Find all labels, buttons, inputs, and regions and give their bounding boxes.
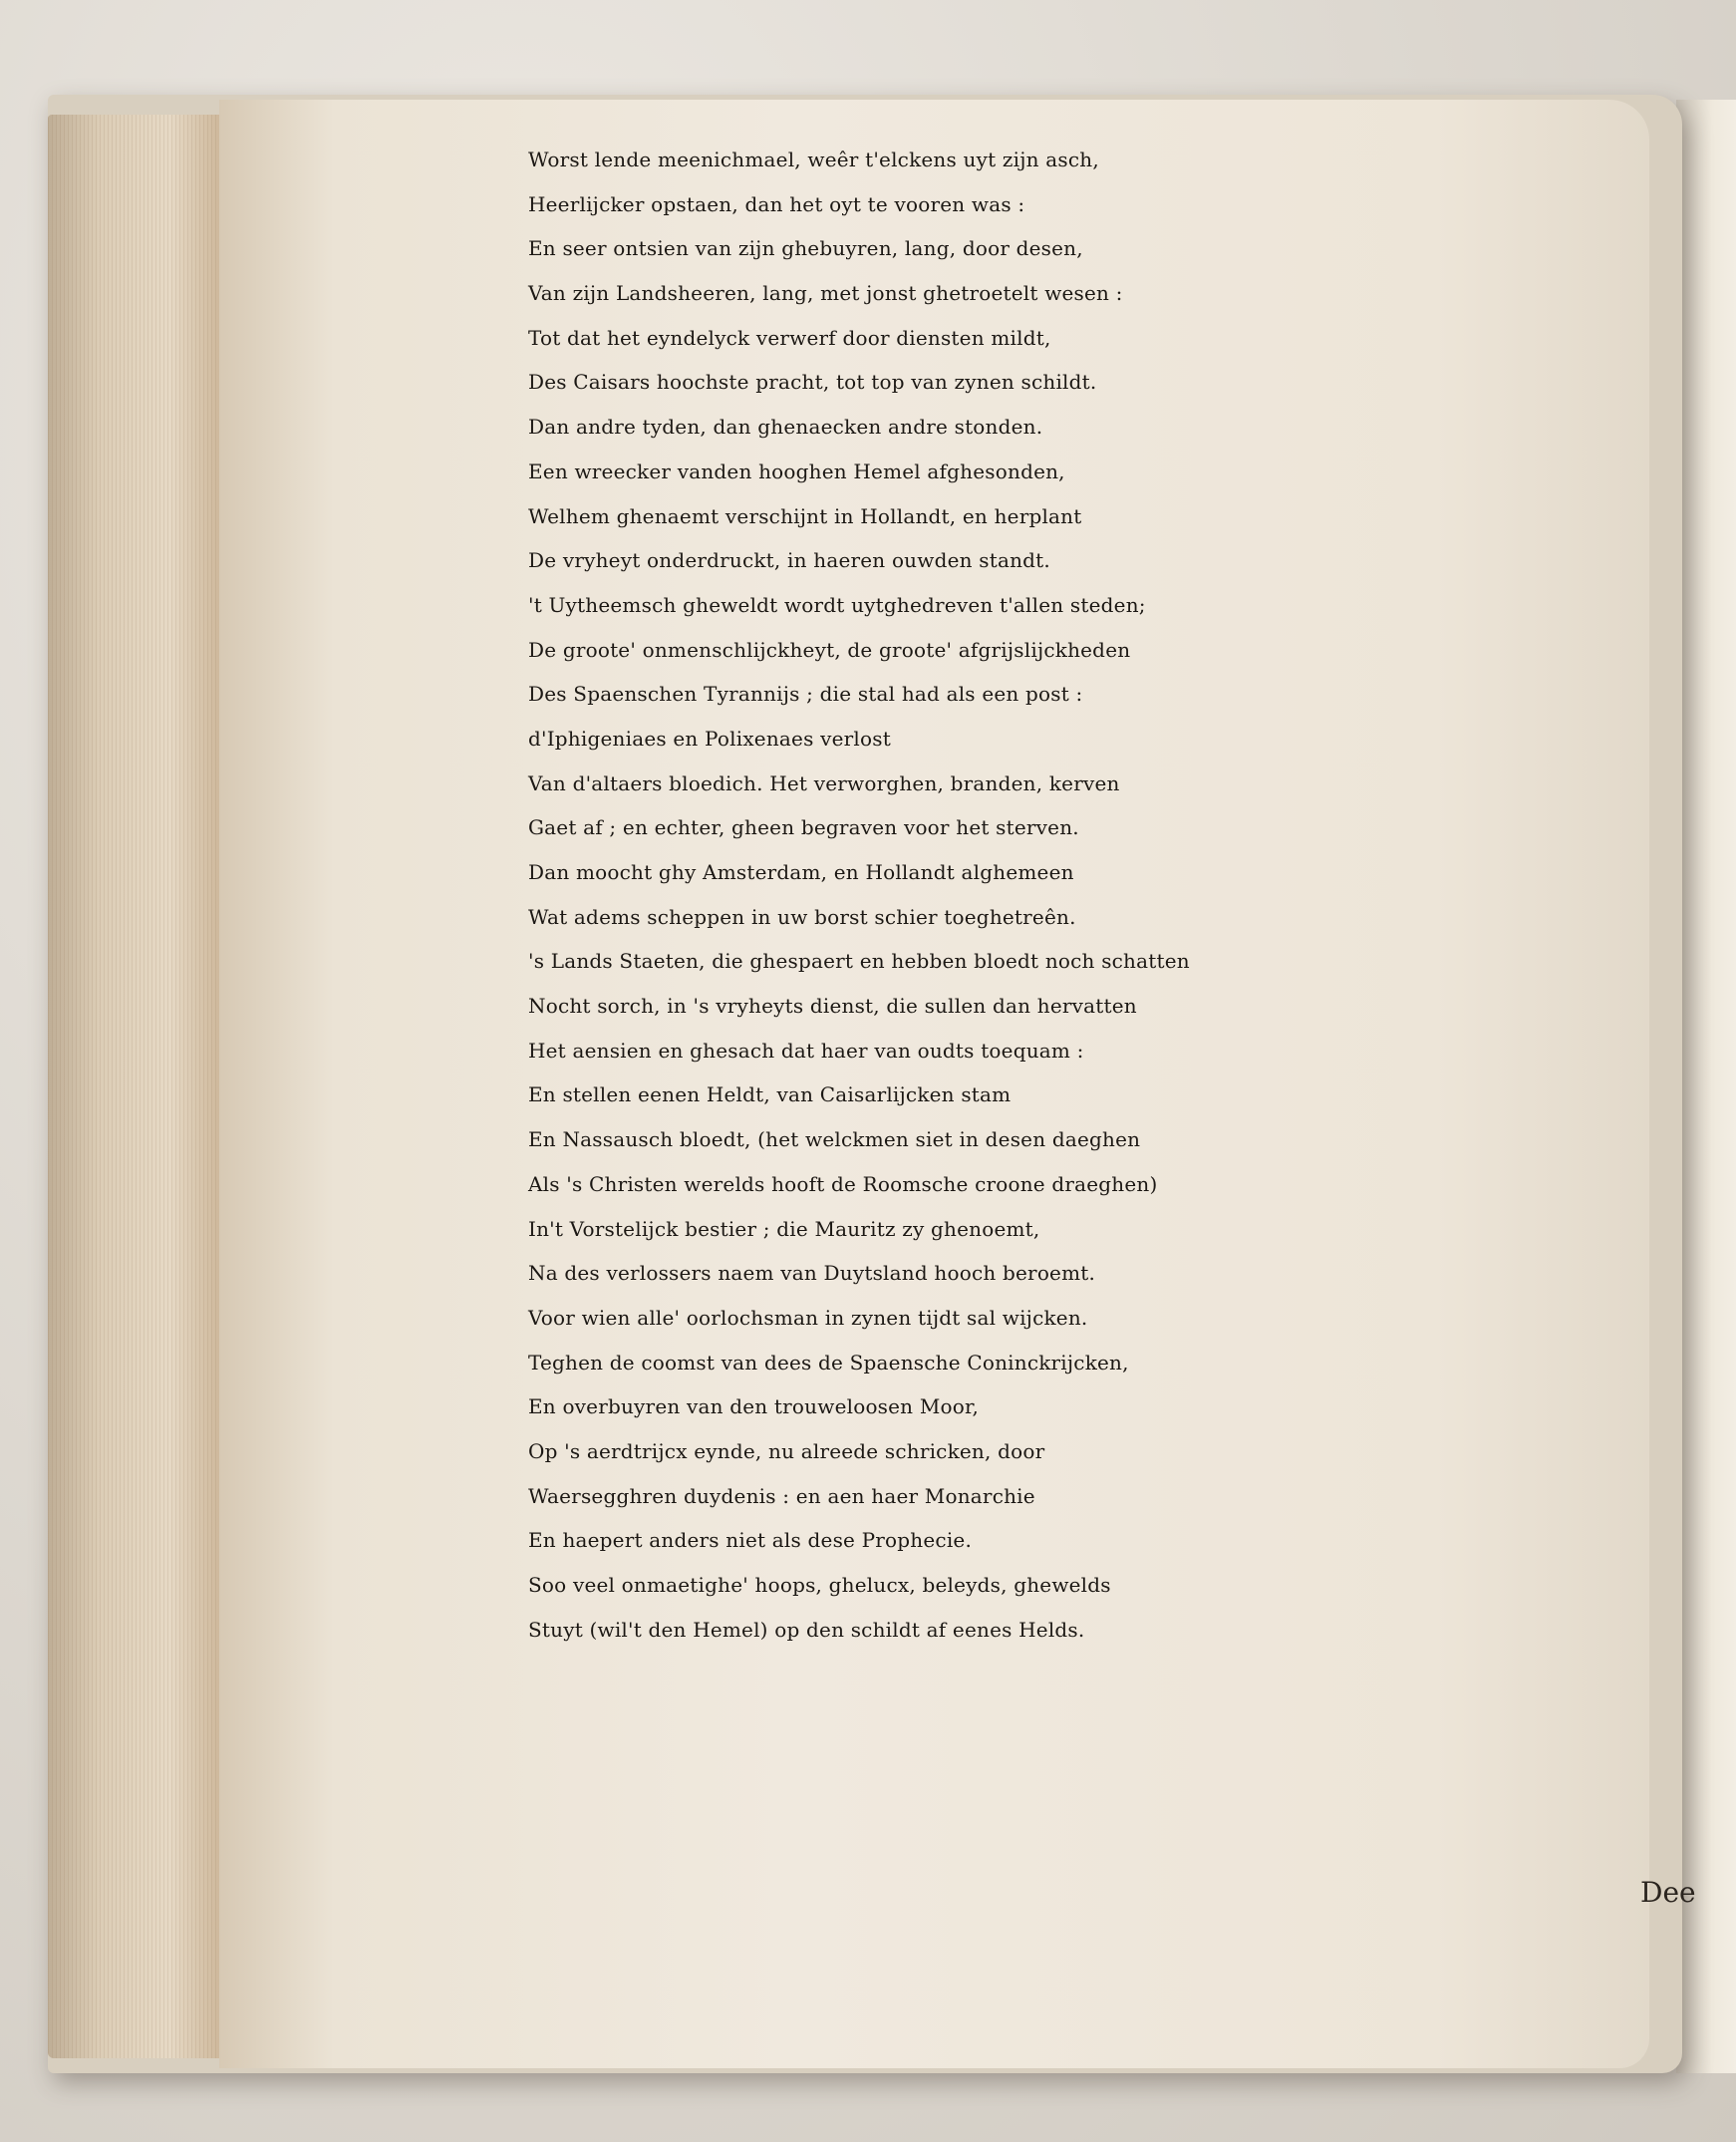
poem-line: Soo veel onmaetighe' hoops, ghelucx, beleyds, ghewelds — [528, 1573, 1111, 1597]
poem-line: De vryheyt onderdruckt, in haeren ouwden standt. — [528, 548, 1050, 573]
poem-line: Des Spaenschen Tyrannijs ; die stal had als een post : — [528, 682, 1083, 707]
poem-line: Stuyt (wil't den Hemel) op den schildt af eenes Helds. — [528, 1617, 1085, 1642]
poem-line: 's Lands Staeten, die ghespaert en hebben bloedt noch schatten — [528, 949, 1190, 974]
poem-line: Na des verlossers naem van Duytsland hooch beroemt. — [528, 1261, 1096, 1286]
poem-line: Gaet af ; en echter, gheen begraven voor het sterven. — [528, 815, 1079, 840]
poem-line: 't Uytheemsch gheweldt wordt uytghedreven t'allen steden; — [528, 592, 1146, 617]
poem-line: Als 's Christen werelds hooft de Roomsche croone draeghen) — [528, 1171, 1158, 1196]
poem-line: Teghen de coomst van dees de Spaensche Coninckrijcken, — [528, 1350, 1129, 1375]
poem-line: De groote' onmenschlijckheyt, de groote' afgrijslijckheden — [528, 637, 1131, 662]
poem-line: Worst lende meenichmael, weêr t'elckens uyt zijn asch, — [528, 148, 1099, 171]
poem-line: Van zijn Landsheeren, lang, met jonst ghetroetelt wesen : — [528, 281, 1123, 306]
poem-line: d'Iphigeniaes en Polixenaes verlost — [528, 726, 891, 751]
poem-line: Waersegghren duydenis : en aen haer Monarchie — [528, 1483, 1035, 1508]
poem-line: Voor wien alle' oorlochsman in zynen tijdt sal wijcken. — [528, 1305, 1088, 1330]
poem-line: Wat adems scheppen in uw borst schier toeghetreên. — [528, 904, 1076, 929]
poem-line: En Nassausch bloedt, (het welckmen siet in desen daeghen — [528, 1127, 1141, 1152]
poem-line: In't Vorstelijck bestier ; die Mauritz zy ghenoemt, — [528, 1216, 1040, 1241]
poem-line: Nocht sorch, in 's vryheyts dienst, die sullen dan hervatten — [528, 994, 1137, 1019]
poem-line: Tot dat het eyndelyck verwerf door diensten mildt, — [528, 325, 1051, 350]
poem-line: Heerlijcker opstaen, dan het oyt te vooren was : — [528, 191, 1025, 216]
catchword: Dee — [1640, 1876, 1696, 1909]
poem-line: En seer ontsien van zijn ghebuyren, lang, door desen, — [528, 236, 1083, 261]
poem-line: Dan moocht ghy Amsterdam, en Hollandt alghemeen — [528, 860, 1074, 884]
poem-line: Van d'altaers bloedich. Het verworghen, branden, kerven — [528, 770, 1120, 795]
poem-line: Het aensien en ghesach dat haer van oudts toequam : — [528, 1038, 1084, 1063]
book-fore-edge — [48, 115, 222, 2058]
poem-text — [528, 138, 1704, 1652]
poem-line: Dan andre tyden, dan ghenaecken andre stonden. — [528, 415, 1043, 440]
poem-line: Des Caisars hoochste pracht, tot top van zynen schildt. — [528, 370, 1097, 395]
poem-line: Op 's aerdtrijcx eynde, nu alreede schricken, door — [528, 1438, 1045, 1463]
poem-line: Een wreecker vanden hooghen Hemel afghesonden, — [528, 459, 1065, 483]
poem-line: En stellen eenen Heldt, van Caisarlijcken stam — [528, 1082, 1012, 1107]
poem-line: Welhem ghenaemt verschijnt in Hollandt, en herplant — [528, 503, 1082, 528]
poem-line: En overbuyren van den trouweloosen Moor, — [528, 1394, 980, 1419]
poem-line: En haepert anders niet als dese Prophecie. — [528, 1528, 973, 1553]
